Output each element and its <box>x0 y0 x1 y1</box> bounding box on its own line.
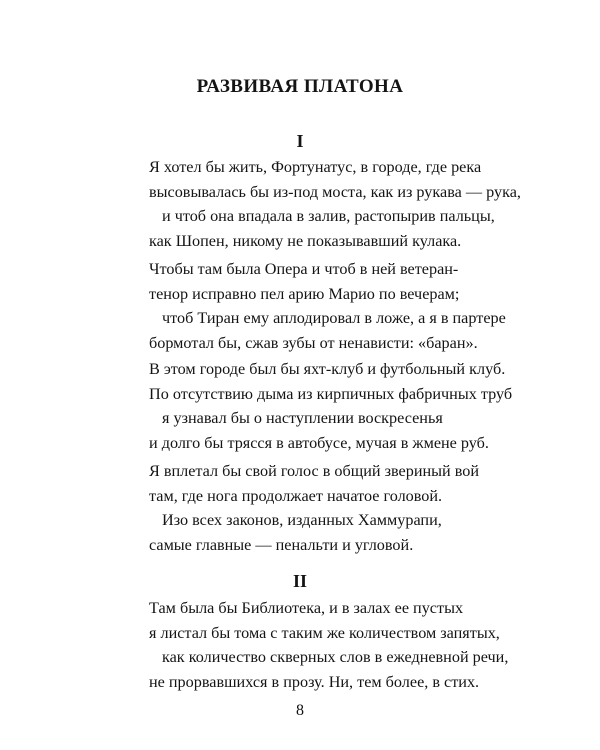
verse-line: Я хотел бы жить, Фортунатус, в городе, где река <box>149 158 482 176</box>
verse-line: там, где нога продолжает начатое головой. <box>149 486 443 505</box>
stanza-5 <box>149 596 549 694</box>
verse-line: Чтобы там была Опера и чтоб в ней ветеран- <box>149 260 459 278</box>
verse-line: Изо всех законов, изданных Хаммурапи, <box>162 511 442 530</box>
section-numeral-1: I <box>296 131 304 151</box>
verse-line: и долго бы трясся в автобусе, мучая в жмене руб. <box>149 433 489 452</box>
verse-line: Я вплетал бы свой голос в общий звериный вой <box>149 462 480 480</box>
verse-line: самые главные — пенальти и угловой. <box>149 535 414 554</box>
verse-line: По отсутствию дыма из кирпичных фабричных труб <box>149 384 513 403</box>
verse-line: как Шопен, никому не показывавший кулака. <box>149 231 462 250</box>
verse-line: я узнавал бы о наступлении воскресенья <box>162 409 443 428</box>
verse-line: высовывалась бы из-под моста, как из рукава — рука, <box>149 182 521 201</box>
stanza-2 <box>149 257 549 355</box>
verse-line: Там была бы Библиотека, и в залах ее пустых <box>149 599 464 617</box>
verse-line: и чтоб она впадала в залив, растопырив пальцы, <box>162 207 495 226</box>
section-numeral-2: II <box>292 571 307 591</box>
poem-title: РАЗВИВАЯ ПЛАТОНА <box>196 76 404 97</box>
verse-line: тенор исправно пел арию Марио по вечерам; <box>149 284 460 303</box>
verse-line: я листал бы тома с таким же количеством запятых, <box>149 623 500 642</box>
verse-line: не прорвавшихся в прозу. Ни, тем более, в стих. <box>149 672 480 691</box>
stanza-4 <box>149 459 549 557</box>
verse-line: как количество скверных слов в ежедневной речи, <box>162 648 509 667</box>
verse-line: бормотал бы, сжав зубы от ненависти: «баран». <box>149 333 478 352</box>
stanza-1 <box>149 155 549 253</box>
page-number: 8 <box>296 702 304 719</box>
stanza-3 <box>149 357 549 455</box>
verse-line: чтоб Тиран ему аплодировал в ложе, а я в партере <box>162 309 506 328</box>
verse-line: В этом городе был бы яхт-клуб и футбольный клуб. <box>149 360 506 378</box>
